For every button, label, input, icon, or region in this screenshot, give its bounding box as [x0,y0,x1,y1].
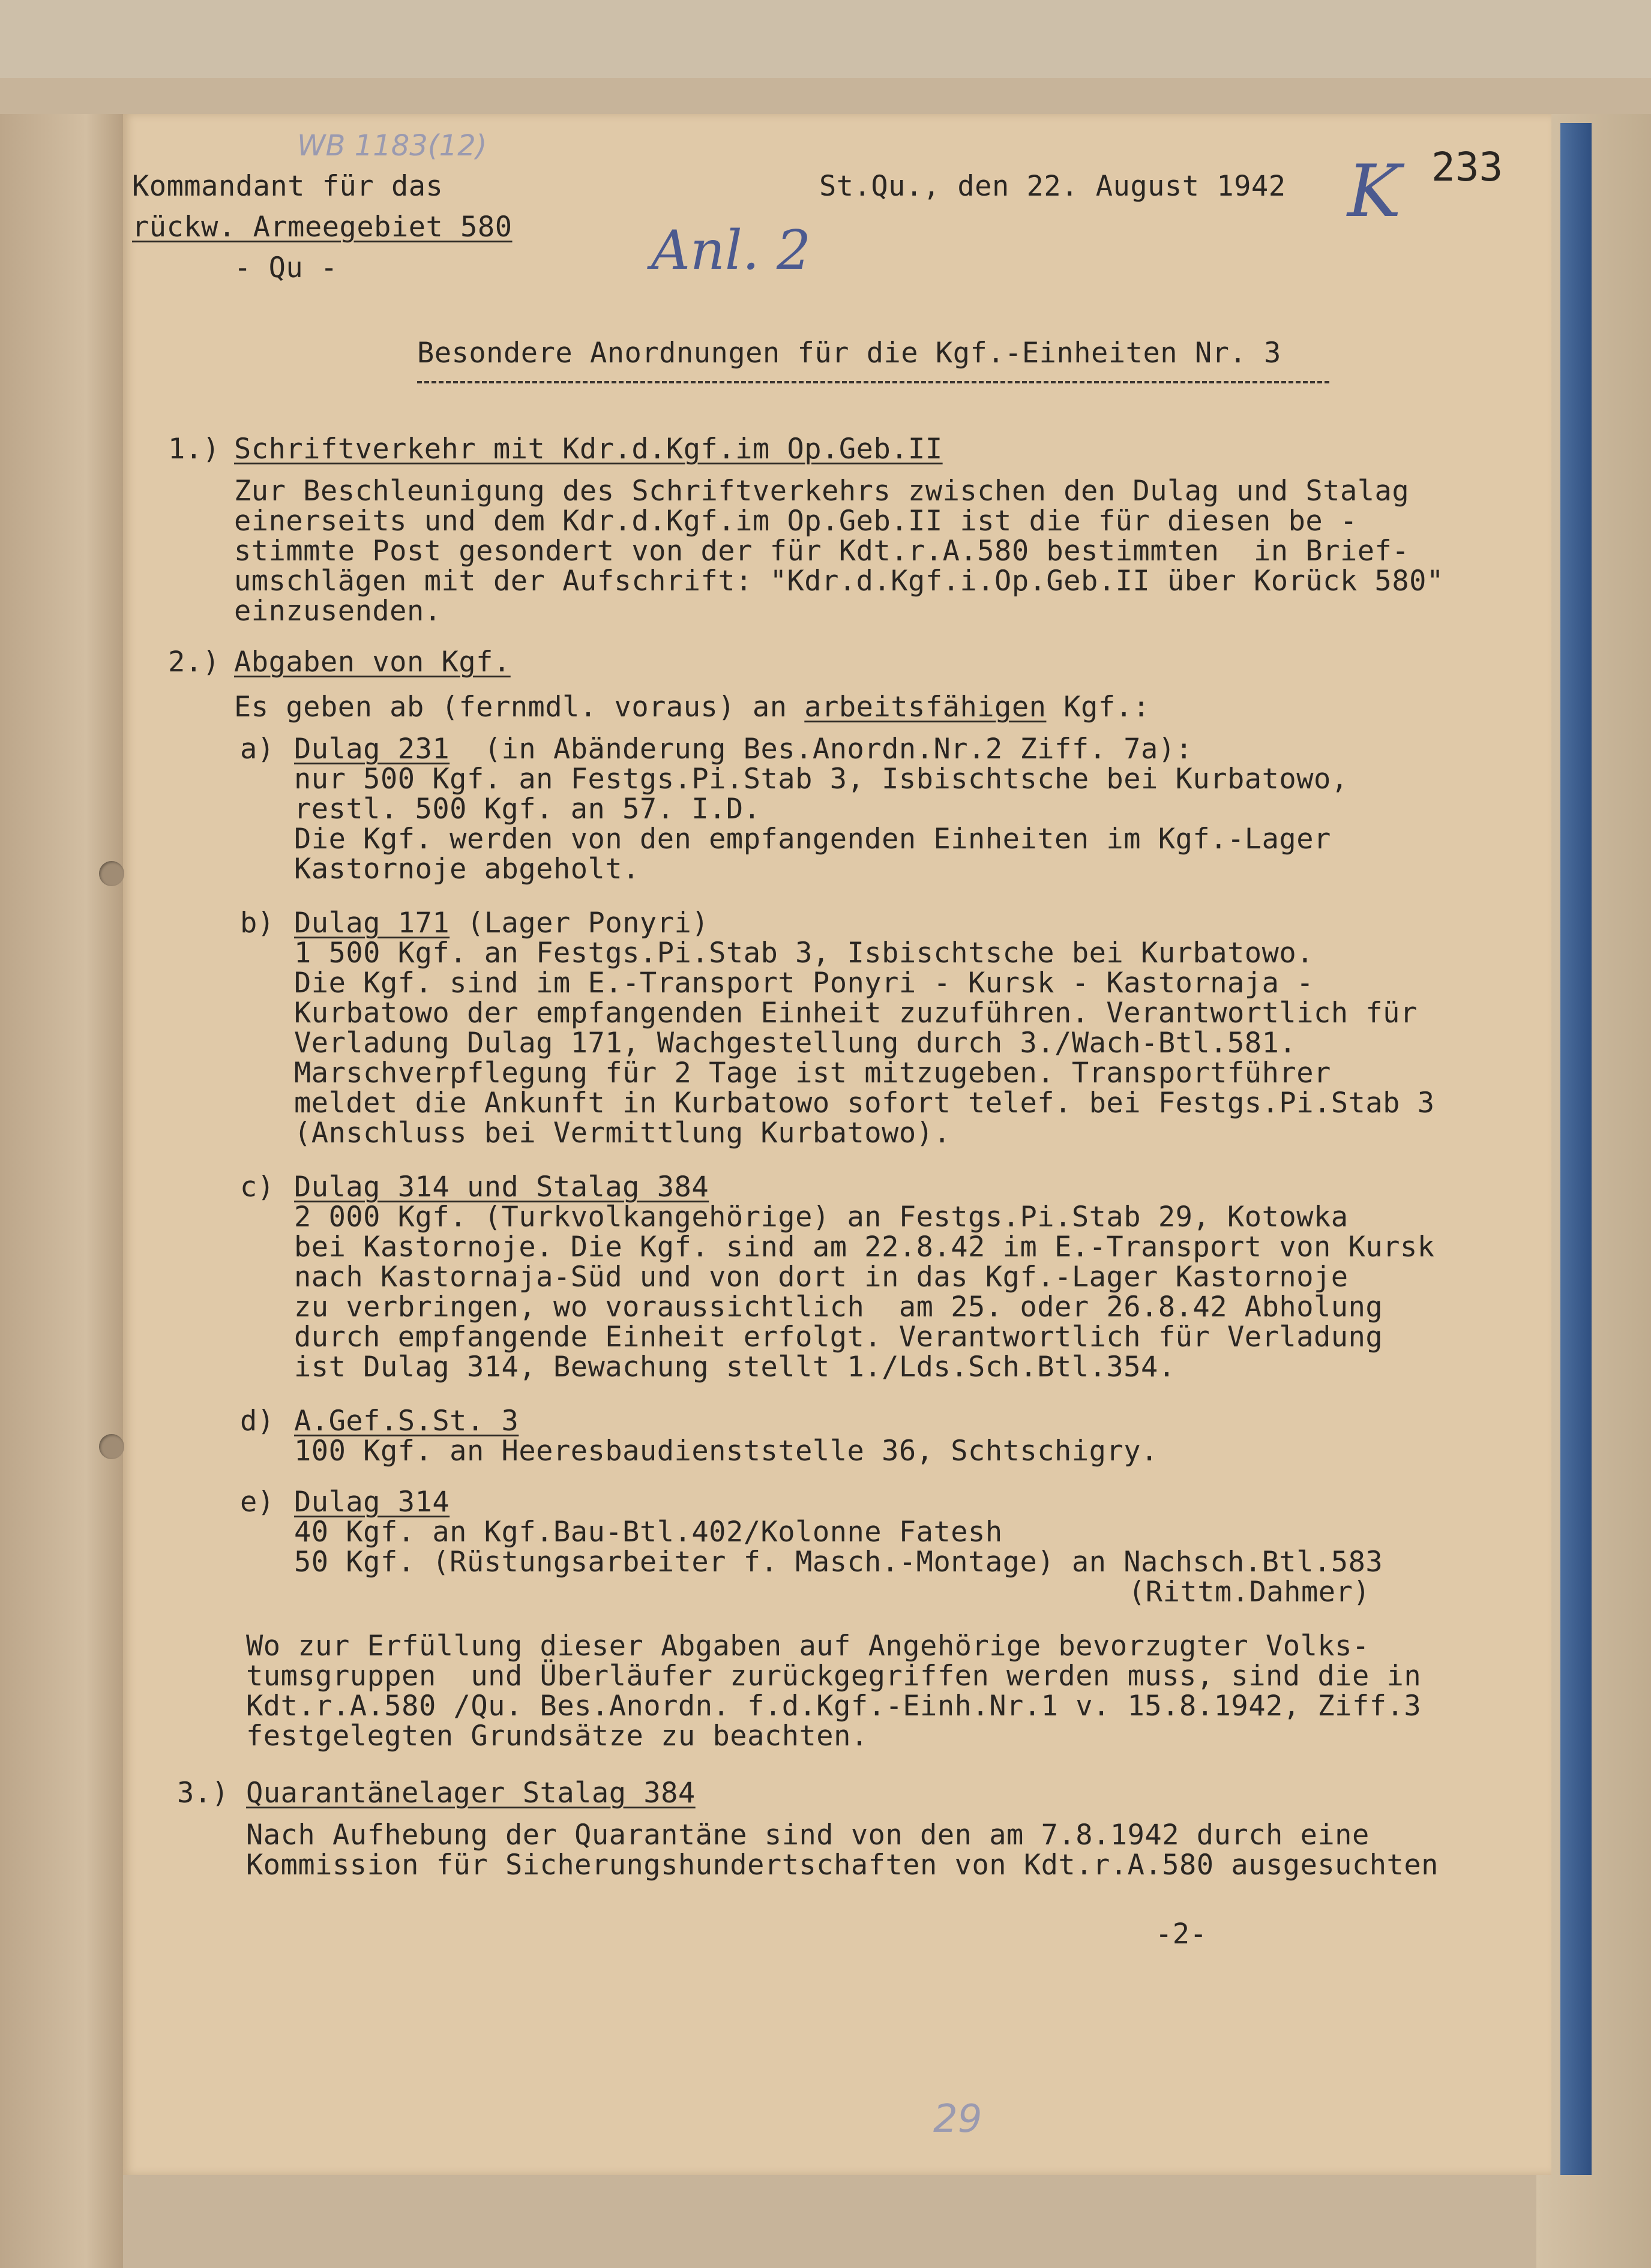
section-2-heading: Abgaben von Kgf. [234,646,511,679]
folder-binding [1560,123,1592,2175]
item-a-unit: Dulag 231 [294,733,450,766]
scan-background [0,0,1651,78]
intro-text-end: Kgf.: [1046,691,1150,724]
text-line: 40 Kgf. an Kgf.Bau-Btl.402/Kolonne Fatesh [294,1516,1003,1549]
item-b-note: (Lager Ponyri) [450,907,709,940]
text-line: umschlägen mit der Aufschrift: "Kdr.d.Kgf.i.Op.Geb.II über Korück 580" [234,565,1444,598]
item-d-unit: A.Gef.S.St. 3 [294,1405,519,1438]
text-line: 100 Kgf. an Heeresbaudienststelle 36, Schtschigry. [294,1435,1158,1468]
document-page [123,114,1551,2175]
text-line: durch empfangende Einheit erfolgt. Verantwortlich für Verladung [294,1321,1383,1354]
text-line: tumsgruppen und Überläufer zurückgegriffen werden muss, sind die in [246,1660,1422,1693]
text-line: festgelegten Grundsätze zu beachten. [246,1720,868,1753]
item-c-label: c) [240,1171,275,1204]
text-line: Die Kgf. werden von den empfangenden Einheiten im Kgf.-Lager [294,823,1331,856]
item-d-label: d) [240,1405,275,1438]
item-b-heading [294,907,709,940]
text-line: nach Kastornaja-Süd und von dort in das Kgf.-Lager Kastornoje [294,1261,1349,1294]
text-line: Kdt.r.A.580 /Qu. Bes.Anordn. f.d.Kgf.-Einh.Nr.1 v. 15.8.1942, Ziff.3 [246,1690,1422,1723]
text-line: Marschverpflegung für 2 Tage ist mitzugeben. Transportführer [294,1057,1331,1090]
text-line: Wo zur Erfüllung dieser Abgaben auf Angehörige bevorzugter Volks- [246,1630,1370,1663]
text-line: 2 000 Kgf. (Turkvolkangehörige) an Festgs.Pi.Stab 29, Kotowka [294,1201,1349,1234]
text-line: Kastornoje abgeholt. [294,853,640,886]
item-a-label: a) [240,733,275,766]
left-facing-page-edge [0,114,123,2268]
pencil-archive-mark: WB 1183(12) [297,129,487,163]
intro-text: Es geben ab (fernmdl. voraus) an [234,691,805,724]
text-line: 1 500 Kgf. an Festgs.Pi.Stab 3, Isbischtsche bei Kurbatowo. [294,937,1314,970]
page-stamp-number: 233 [1431,144,1503,190]
text-line: Verladung Dulag 171, Wachgestellung durch 3./Wach-Btl.581. [294,1027,1297,1060]
section-1-number: 1.) [168,433,220,466]
item-e-label: e) [240,1486,275,1519]
title-rule [417,381,1329,383]
item-e-unit: Dulag 314 [294,1486,450,1519]
text-line: Zur Beschleunigung des Schriftverkehrs zwischen den Dulag und Stalag [234,475,1410,508]
text-line: stimmte Post gesondert von der für Kdt.r.A.580 bestimmten in Brief- [234,535,1410,568]
text-line: einerseits und dem Kdr.d.Kgf.im Op.Geb.II ist die für diesen be - [234,505,1358,538]
text-line: meldet die Ankunft in Kurbatowo sofort telef. bei Festgs.Pi.Stab 3 [294,1087,1435,1120]
page-marker: -2- [1155,1918,1207,1951]
sender-line-3: - Qu - [234,251,338,284]
section-3-heading: Quarantänelager Stalag 384 [246,1777,696,1810]
punch-hole-lower [99,1434,124,1459]
text-line: einzusenden. [234,595,442,628]
handwritten-attachment-ref: Anl. 2 [651,219,811,282]
text-line: ist Dulag 314, Bewachung stellt 1./Lds.Sch.Btl.354. [294,1351,1176,1384]
place-date: St.Qu., den 22. August 1942 [819,170,1286,203]
text-line: (Rittm.Dahmer) [1128,1576,1371,1609]
item-b-unit: Dulag 171 [294,907,450,940]
handwritten-k: K [1347,150,1401,233]
text-line: restl. 500 Kgf. an 57. I.D. [294,793,761,826]
intro-underlined: arbeitsfähigen [804,691,1047,724]
text-line: 50 Kgf. (Rüstungsarbeiter f. Masch.-Montage) an Nachsch.Btl.583 [294,1546,1383,1579]
sender-line-1: Kommandant für das [132,170,444,203]
text-line: Kommission für Sicherungshundertschaften von Kdt.r.A.580 ausgesuchten [246,1849,1439,1882]
text-line: bei Kastornoje. Die Kgf. sind am 22.8.42 im E.-Transport von Kursk [294,1231,1435,1264]
sender-line-2: rückw. Armeegebiet 580 [132,211,513,244]
text-line: Die Kgf. sind im E.-Transport Ponyri - Kursk - Kastornaja - [294,967,1314,1000]
page-stack-edge [1536,114,1651,2268]
text-line: zu verbringen, wo voraussichtlich am 25. oder 26.8.42 Abholung [294,1291,1383,1324]
text-line: nur 500 Kgf. an Festgs.Pi.Stab 3, Isbischtsche bei Kurbatowo, [294,763,1349,796]
section-2-intro [234,691,1150,724]
item-c-unit: Dulag 314 und Stalag 384 [294,1171,709,1204]
item-a-note: (in Abänderung Bes.Anordn.Nr.2 Ziff. 7a): [450,733,1193,766]
pencil-folio-number: 29 [933,2097,982,2141]
punch-hole-upper [99,861,124,886]
section-3-number: 3.) [177,1777,229,1810]
section-2-number: 2.) [168,646,220,679]
text-line: Kurbatowo der empfangenden Einheit zuzuführen. Verantwortlich für [294,997,1418,1030]
item-a-heading [294,733,1193,766]
text-line: (Anschluss bei Vermittlung Kurbatowo). [294,1117,951,1150]
document-title: Besondere Anordnungen für die Kgf.-Einheiten Nr. 3 [417,337,1281,370]
section-1-heading: Schriftverkehr mit Kdr.d.Kgf.im Op.Geb.II [234,433,943,466]
text-line: Nach Aufhebung der Quarantäne sind von den am 7.8.1942 durch eine [246,1819,1370,1852]
item-b-label: b) [240,907,275,940]
